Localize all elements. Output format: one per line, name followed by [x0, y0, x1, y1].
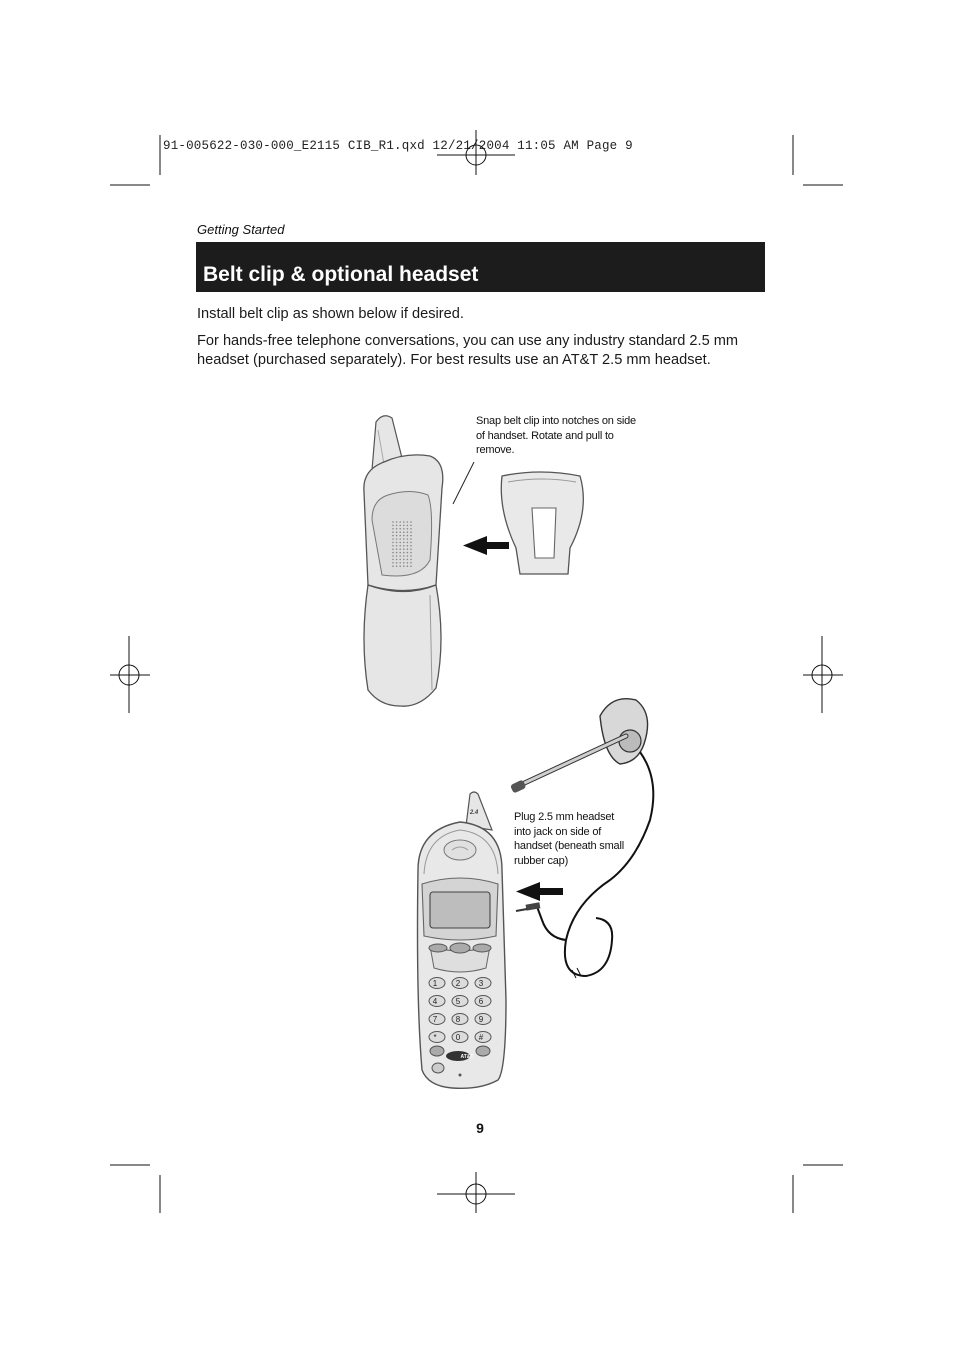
belt-clip-callout: Snap belt clip into notches on side of handset. Rotate and pull to remove. — [476, 415, 636, 456]
svg-text:8: 8 — [455, 1015, 461, 1024]
headset-plug-icon — [516, 902, 540, 911]
registration-mark-top — [437, 130, 515, 175]
keypad-key — [475, 978, 491, 989]
svg-text:1: 1 — [432, 979, 438, 988]
svg-text:*: * — [433, 1033, 437, 1042]
page-title: Belt clip & optional headset — [203, 263, 479, 286]
svg-text:4: 4 — [432, 997, 438, 1006]
keypad-key — [452, 978, 468, 989]
svg-text:6: 6 — [478, 997, 484, 1006]
handset-band-label: 2.4 — [469, 810, 479, 816]
page-number: 9 — [476, 1120, 484, 1136]
svg-text:#: # — [478, 1033, 484, 1042]
svg-text:2: 2 — [455, 979, 461, 988]
belt-clip-arrow-icon — [463, 536, 509, 555]
print-slug: 91-005622-030-000_E2115 CIB_R1.qxd 12/21/2004 11:05 AM Page 9 — [163, 139, 633, 153]
keypad-key — [429, 1032, 445, 1043]
keypad-key — [452, 1014, 468, 1025]
belt-clip-illustration — [501, 472, 583, 574]
svg-text:5: 5 — [455, 997, 461, 1006]
belt-clip-leader-line — [453, 462, 474, 504]
svg-text:9: 9 — [478, 1015, 484, 1024]
keypad-key — [452, 996, 468, 1007]
keypad-key — [475, 1014, 491, 1025]
registration-mark-left — [110, 636, 150, 713]
keypad-key — [429, 996, 445, 1007]
headset-callout: Plug 2.5 mm headset into jack on side of handset (beneath small rubber cap) — [514, 811, 624, 867]
intro-paragraph: Install belt clip as shown below if desired. — [197, 306, 464, 322]
headset-paragraph: For hands-free telephone conversations, you can use any industry standard 2.5 mm headset (purchased separately). For best results use an AT&T 2.5 mm headset. — [197, 333, 739, 368]
keypad-key — [429, 1014, 445, 1025]
svg-text:0: 0 — [455, 1033, 461, 1042]
handset-back-illustration — [364, 416, 443, 706]
section-label: Getting Started — [197, 222, 285, 237]
headset-illustration — [510, 699, 653, 978]
svg-text:7: 7 — [432, 1015, 438, 1024]
registration-mark-right — [803, 636, 843, 713]
svg-text:3: 3 — [478, 979, 484, 988]
handset-front-illustration — [418, 792, 507, 1088]
registration-mark-bottom — [437, 1172, 515, 1213]
keypad-key — [475, 996, 491, 1007]
keypad-key — [429, 978, 445, 989]
handset-brand-label: AT&T — [460, 1054, 474, 1060]
keypad-key — [452, 1032, 468, 1043]
headset-arrow-icon — [516, 882, 563, 901]
keypad-key — [475, 1032, 491, 1043]
